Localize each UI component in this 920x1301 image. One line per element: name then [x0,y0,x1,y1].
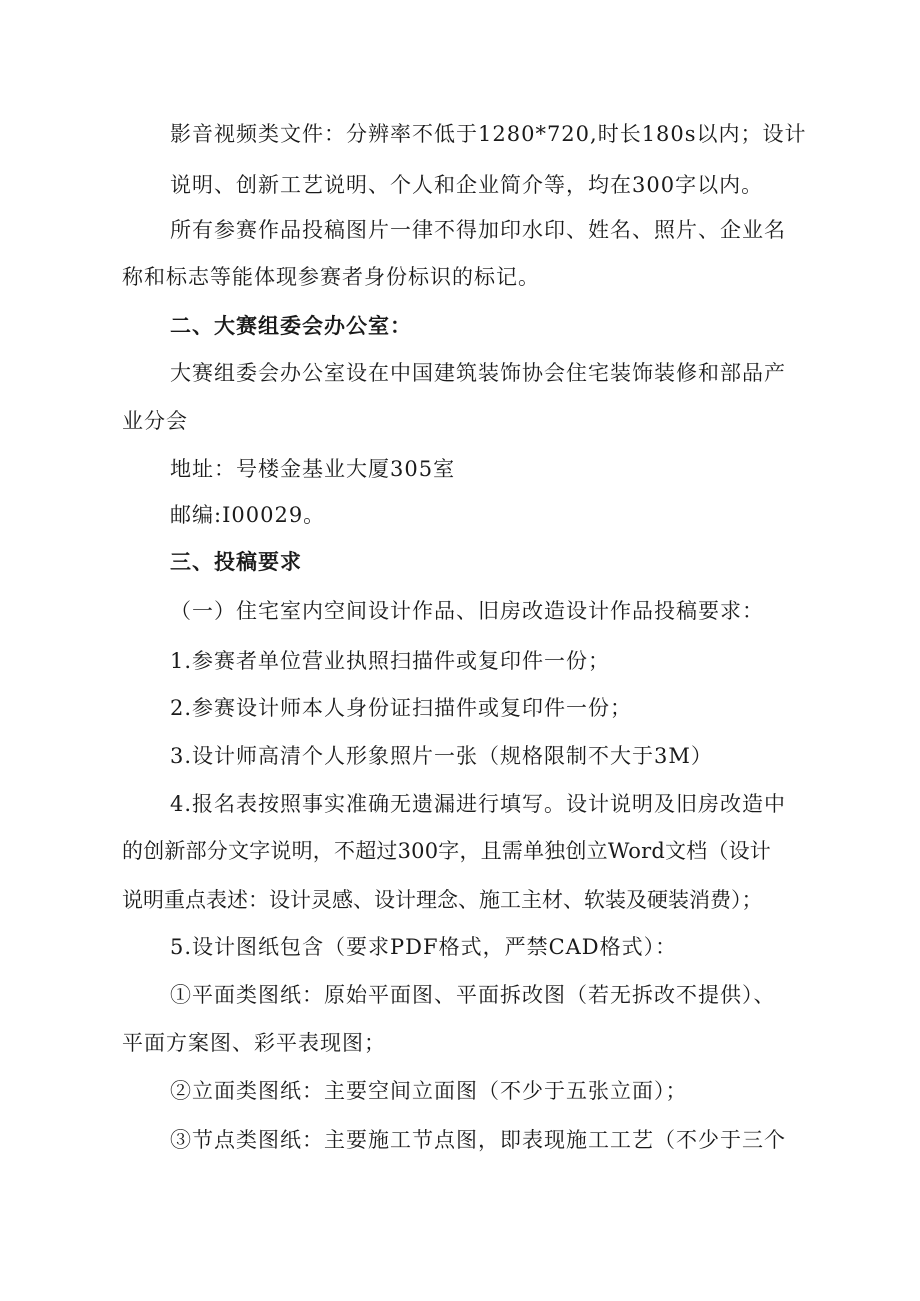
section-heading: 二、大赛组委会办公室： [170,314,412,338]
paragraph-line: 说明重点表述：设计灵感、设计理念、施工主材、软装及硬装消费）； [122,888,763,912]
list-item: 3.设计师高清个人形象照片一张（规格限制不大于3M） [170,744,713,768]
paragraph-line: 的创新部分文字说明，不超过300字，且需单独创立Word文档（设计 [122,839,771,863]
list-item: ①平面类图纸：原始平面图、平面拆改图（若无拆改不提供）、 [170,983,776,1007]
postcode-line: 邮编:I00029。 [170,503,326,527]
paragraph-line: 影音视频类文件：分辨率不低于1280*720,时长180s以内；设计 [170,122,807,146]
paragraph-line: 平面方案图、彩平表现图； [122,1031,386,1055]
address-line: 地址：号楼金基业大厦305室 [170,457,456,481]
list-item: 5.设计图纸包含（要求PDF格式，严禁CAD格式）： [170,935,678,959]
list-item: ②立面类图纸：主要空间立面图（不少于五张立面）； [170,1079,688,1103]
paragraph-line: 说明、创新工艺说明、个人和企业简介等，均在300字以内。 [170,173,764,197]
list-item: 2.参赛设计师本人身份证扫描件或复印件一份； [170,696,633,720]
paragraph-line: 业分会 [122,409,188,433]
paragraph-line: （一）住宅室内空间设计作品、旧房改造设计作品投稿要求： [170,599,764,623]
list-item: ③节点类图纸：主要施工节点图，即表现施工工艺（不少于三个 [170,1128,786,1152]
paragraph-line: 称和标志等能体现参赛者身份标识的标记。 [122,265,540,289]
list-item: 4.报名表按照事实准确无遗漏进行填写。设计说明及旧房改造中 [170,792,787,816]
paragraph-line: 大赛组委会办公室设在中国建筑装饰协会住宅装饰装修和部品产 [170,361,786,385]
paragraph-line: 所有参赛作品投稿图片一律不得加印水印、姓名、照片、企业名 [170,218,786,242]
list-item: 1.参赛者单位营业执照扫描件或复印件一份； [170,649,611,673]
section-heading: 三、投稿要求 [170,550,302,574]
